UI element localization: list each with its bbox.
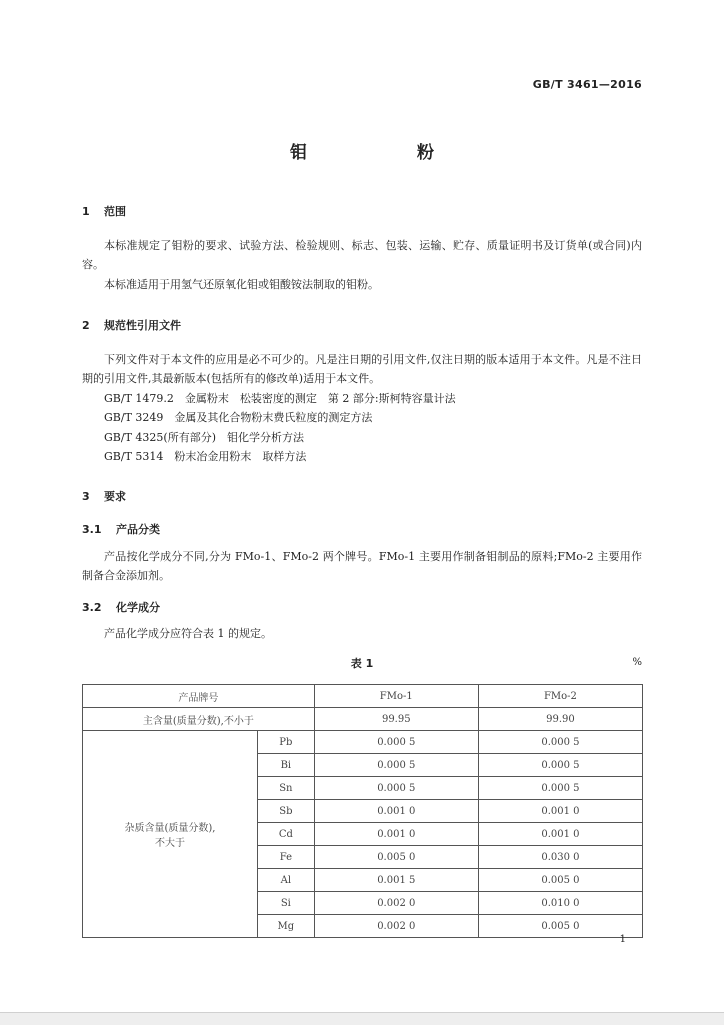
section-title: 范围 bbox=[104, 205, 126, 218]
table-cell: 0.001 0 bbox=[478, 823, 642, 846]
element-cell: Cd bbox=[257, 823, 314, 846]
section-title: 产品分类 bbox=[116, 523, 160, 536]
section-1-heading bbox=[82, 203, 126, 219]
table-unit: % bbox=[632, 657, 642, 668]
impurity-label-line-1: 杂质含量(质量分数), bbox=[124, 823, 216, 834]
header-fmo2: FMo-2 bbox=[478, 685, 642, 708]
section-number: 2 bbox=[82, 319, 90, 332]
table-cell: 0.000 5 bbox=[478, 731, 642, 754]
table-cell: 0.000 5 bbox=[314, 777, 478, 800]
table-caption: 表 1 bbox=[350, 657, 374, 670]
document-title: 钼 粉 bbox=[290, 143, 486, 163]
reference-item: GB/T 1479.2 金属粉末 松装密度的测定 第 2 部分:斯柯特容量计法 bbox=[104, 392, 456, 405]
table-cell: 0.030 0 bbox=[478, 846, 642, 869]
section-2-paragraph-1: 下列文件对于本文件的应用是必不可少的。凡是注日期的引用文件,仅注日期的版本适用于本文件。凡是不注日期的引用文件,其最新版本(包括所有的修改单)适用于本文件。 bbox=[82, 353, 642, 385]
table-cell: 0.005 0 bbox=[478, 869, 642, 892]
section-title: 化学成分 bbox=[116, 601, 160, 614]
reference-item: GB/T 5314 粉末冶金用粉末 取样方法 bbox=[104, 450, 307, 463]
element-cell: Si bbox=[257, 892, 314, 915]
impurity-label bbox=[83, 731, 258, 938]
section-1-paragraph-2: 本标准适用于用氢气还原氧化钼或钼酸铵法制取的钼粉。 bbox=[104, 278, 379, 291]
table-cell: 99.90 bbox=[478, 708, 642, 731]
table-row bbox=[83, 708, 643, 731]
page-number: 1 bbox=[619, 934, 626, 945]
element-cell: Fe bbox=[257, 846, 314, 869]
section-2-heading bbox=[82, 317, 181, 333]
table-cell: 99.95 bbox=[314, 708, 478, 731]
chemical-composition-table bbox=[82, 684, 643, 938]
table-cell: 0.001 0 bbox=[314, 800, 478, 823]
reference-item: GB/T 3249 金属及其化合物粉末费氏粒度的测定方法 bbox=[104, 411, 373, 424]
element-cell: Pb bbox=[257, 731, 314, 754]
table-cell: 0.001 0 bbox=[314, 823, 478, 846]
table-cell: 0.000 5 bbox=[314, 731, 478, 754]
section-3-heading bbox=[82, 488, 126, 504]
section-number: 3.1 bbox=[82, 523, 102, 536]
reference-item: GB/T 4325(所有部分) 钼化学分析方法 bbox=[104, 431, 304, 444]
section-3-1-paragraph: 产品按化学成分不同,分为 FMo-1、FMo-2 两个牌号。FMo-1 主要用作制备钼制品的原料;FMo-2 主要用作制备合金添加剂。 bbox=[82, 550, 642, 582]
table-cell: 0.002 0 bbox=[314, 892, 478, 915]
table-cell: 0.000 5 bbox=[314, 754, 478, 777]
header-fmo1: FMo-1 bbox=[314, 685, 478, 708]
section-3-2-heading bbox=[82, 599, 160, 615]
impurity-label-line-2: 不大于 bbox=[154, 838, 185, 849]
table-cell: 0.001 0 bbox=[478, 800, 642, 823]
header-grade: 产品牌号 bbox=[83, 685, 315, 708]
table-cell: 0.005 0 bbox=[314, 846, 478, 869]
table-cell: 0.000 5 bbox=[478, 777, 642, 800]
element-cell: Sb bbox=[257, 800, 314, 823]
table-cell: 0.001 5 bbox=[314, 869, 478, 892]
section-1-paragraph-1: 本标准规定了钼粉的要求、试验方法、检验规则、标志、包装、运输、贮存、质量证明书及订货单(或合同)内容。 bbox=[82, 239, 642, 271]
section-number: 1 bbox=[82, 205, 90, 218]
section-3-2-paragraph: 产品化学成分应符合表 1 的规定。 bbox=[104, 627, 272, 640]
element-cell: Bi bbox=[257, 754, 314, 777]
section-3-1-heading bbox=[82, 521, 160, 537]
element-cell: Mg bbox=[257, 915, 314, 938]
main-content-label: 主含量(质量分数),不小于 bbox=[83, 708, 315, 731]
table-cell: 0.010 0 bbox=[478, 892, 642, 915]
table-row bbox=[83, 731, 643, 754]
section-title: 规范性引用文件 bbox=[104, 319, 181, 332]
element-cell: Al bbox=[257, 869, 314, 892]
section-number: 3.2 bbox=[82, 601, 102, 614]
section-number: 3 bbox=[82, 490, 90, 503]
element-cell: Sn bbox=[257, 777, 314, 800]
standard-code: GB/T 3461—2016 bbox=[532, 78, 642, 91]
table-cell: 0.005 0 bbox=[478, 915, 642, 938]
table-row bbox=[83, 685, 643, 708]
table-cell: 0.002 0 bbox=[314, 915, 478, 938]
table-cell: 0.000 5 bbox=[478, 754, 642, 777]
bottom-scroll-strip bbox=[0, 1012, 724, 1025]
section-title: 要求 bbox=[104, 490, 126, 503]
